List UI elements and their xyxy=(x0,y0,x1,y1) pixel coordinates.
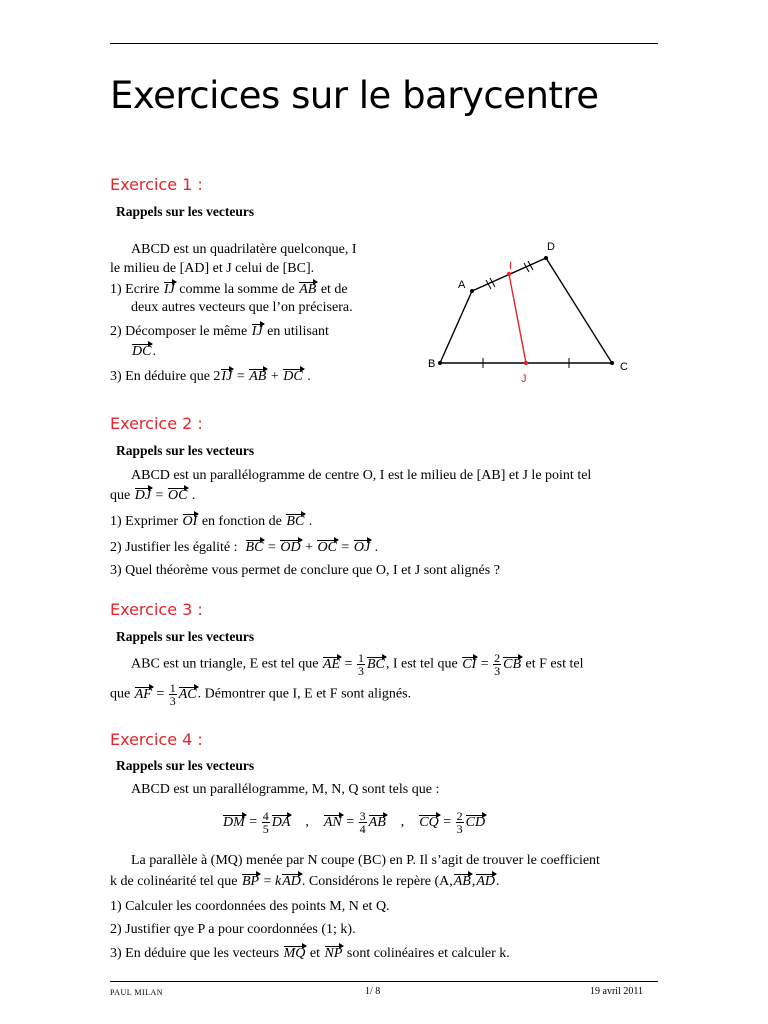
label-c: C xyxy=(620,361,628,373)
vector-ij: IJ xyxy=(251,324,263,339)
segment-ij xyxy=(509,274,526,363)
ex4-definitions: DM = $\frac{4}{5}$ DA , AN = $\frac{3}{4}$ AB , CQ = $\frac{2}{3}$ CD xyxy=(223,809,486,836)
vector-an: AN xyxy=(323,814,342,830)
ex3-l1-text-b: , I est tel que xyxy=(385,656,458,672)
ex1-q2-text-a: 2) Décomposer le même xyxy=(110,324,248,339)
vector-np: NP xyxy=(324,946,343,961)
top-rule xyxy=(110,43,658,44)
ex1-question-1 xyxy=(110,282,348,298)
ex1-intro-line2: le milieu de [AD] et J celui de [BC]. xyxy=(110,261,315,276)
ex2-question-2: 2) Justifier les égalité : BC = OD + OC = OJ . xyxy=(110,540,379,555)
vector-oi: OI xyxy=(182,514,198,529)
vector-ab: AB xyxy=(249,369,267,384)
ex3-line-1: ABC est un triangle, E est tel que AE = $\frac{1}{3}$ BC, I est tel que CI = $\frac{2}{3}$ CB et F est tel xyxy=(131,651,584,678)
ex2-q1-text-b: en fonction de xyxy=(201,514,282,529)
ex2-q2-text: 2) Justifier les égalité : xyxy=(110,540,238,555)
ex4-line-1: ABCD est un parallélogramme, M, N, Q sont tels que : xyxy=(131,782,440,797)
ex4-question-2: 2) Justifier qye P a pour coordonnées (1; k). xyxy=(110,922,356,937)
vector-dj: DJ xyxy=(134,488,152,503)
ex1-q1-text-a: 1) Ecrire xyxy=(110,282,160,297)
ex2-question-1: 1) Exprimer OI en fonction de BC . xyxy=(110,514,313,529)
vector-mq: MQ xyxy=(283,946,306,961)
quadrilateral-figure xyxy=(420,236,640,386)
vector-dm: DM xyxy=(223,814,245,830)
ex1-q2-text-b: en utilisant xyxy=(267,324,329,339)
vector-cb: CB xyxy=(503,656,522,672)
point-j xyxy=(524,361,528,365)
vector-af: AF xyxy=(134,686,152,702)
ex3-l1-text-c: et F est tel xyxy=(525,656,584,672)
vector-oc: OC xyxy=(317,540,337,555)
fraction-one-third: $\frac{1}{3}$ xyxy=(169,681,176,708)
footer-date: 19 avril 2011 xyxy=(590,986,643,997)
vector-ab: AB xyxy=(368,814,386,830)
fraction-four-fifths: $\frac{4}{5}$ xyxy=(262,809,269,836)
vector-od: OD xyxy=(280,540,301,555)
vector-ae: AE xyxy=(322,656,341,672)
fraction-two-thirds: $\frac{2}{3}$ xyxy=(456,809,463,836)
ex1-question-1-cont: deux autres vecteurs que l’on précisera. xyxy=(131,300,353,315)
vector-bc: BC xyxy=(245,540,264,555)
vector-ci: CI xyxy=(462,656,477,672)
vector-cd: CD xyxy=(465,814,486,830)
ex1-q1-text-c: et de xyxy=(320,282,348,297)
vector-oj: OJ xyxy=(353,540,371,555)
vector-ij: IJ xyxy=(221,369,233,384)
quadrilateral-abcd xyxy=(440,258,612,363)
vector-bc: BC xyxy=(366,656,385,672)
fraction-three-quarters: $\frac{3}{4}$ xyxy=(359,809,366,836)
vector-bp: BP xyxy=(242,874,260,889)
ex1-question-3: 3) En déduire que 2IJ = AB + DC . xyxy=(110,369,311,384)
footer-author: PAUL MILAN xyxy=(110,988,164,997)
vector-cq: CQ xyxy=(419,814,439,830)
label-i: I xyxy=(509,260,513,272)
vector-oc: OC xyxy=(167,488,188,503)
vector-dc: DC xyxy=(283,369,303,384)
ex3-line-2: que AF = $\frac{1}{3}$ AC. Démontrer que I, E et F sont alignés. xyxy=(110,681,412,708)
fraction-one-third: $\frac{1}{3}$ xyxy=(357,651,364,678)
ex4-q3-text-b: et xyxy=(309,946,320,961)
vector-ad: AD xyxy=(282,874,301,889)
exercise-3-heading: Exercice 3 : xyxy=(110,600,203,619)
exercise-4-subtitle: Rappels sur les vecteurs xyxy=(116,758,255,773)
ex4-q3-text-c: sont colinéaires et calculer k. xyxy=(346,946,510,961)
ex2-line-2: que DJ = OC . xyxy=(110,488,196,503)
ex1-q1-text-b: comme la somme de xyxy=(179,282,295,297)
exercise-1-subtitle: Rappels sur les vecteurs xyxy=(116,204,255,219)
point-a xyxy=(470,289,474,293)
point-b xyxy=(438,361,442,365)
ex3-l2-text-b: . Démontrer que I, E et F sont alignés. xyxy=(197,686,412,702)
ex4-q3-text-a: 3) En déduire que les vecteurs xyxy=(110,946,280,961)
label-b: B xyxy=(428,358,436,370)
ex4-question-1: 1) Calculer les coordonnées des points M, N et Q. xyxy=(110,899,390,914)
point-c xyxy=(610,361,614,365)
exercise-4-heading: Exercice 4 : xyxy=(110,730,203,749)
point-i xyxy=(507,272,511,276)
ex3-l1-text-a: ABC est un triangle, E est tel que xyxy=(131,656,319,672)
ex4-p2-text-b: . Considérons le repère (A, xyxy=(301,874,453,889)
ex1-q3-text-a: 3) En déduire que 2 xyxy=(110,369,221,384)
exercise-2-subtitle: Rappels sur les vecteurs xyxy=(116,443,255,458)
vector-dc: DC xyxy=(132,344,152,359)
ex4-paragraph-1: La parallèle à (MQ) menée par N coupe (BC) en P. Il s’agit de trouver le coefficient xyxy=(131,853,600,868)
footer-rule xyxy=(110,981,658,982)
vector-ad: AD xyxy=(476,874,496,889)
ex4-p2-text-a: k de colinéarité tel que xyxy=(110,874,238,889)
vector-ij: IJ xyxy=(163,282,175,297)
ex4-question-3 xyxy=(110,946,510,962)
ex2-q1-text-a: 1) Exprimer xyxy=(110,514,179,529)
vector-ac: AC xyxy=(178,686,197,702)
ex1-question-2 xyxy=(110,324,329,340)
ex2-question-3: 3) Quel théorème vous permet de conclure que O, I et J sont alignés ? xyxy=(110,563,500,578)
vector-ab: AB xyxy=(453,874,471,889)
ex2-l2-text: que xyxy=(110,488,131,503)
exercise-3-subtitle: Rappels sur les vecteurs xyxy=(116,629,255,644)
fraction-two-thirds: $\frac{2}{3}$ xyxy=(494,651,501,678)
ex3-l2-text-a: que xyxy=(110,686,131,702)
label-j: J xyxy=(521,373,527,385)
point-d xyxy=(544,256,548,260)
label-a: A xyxy=(458,279,466,291)
vector-da: DA xyxy=(271,814,291,830)
ex1-question-2-cont: DC. xyxy=(132,344,156,359)
ex4-paragraph-2: k de colinéarité tel que BP = kAD. Considérons le repère (A,AB,AD. xyxy=(110,874,500,889)
exercise-2-heading: Exercice 2 : xyxy=(110,414,203,433)
ex2-line-1: ABCD est un parallélogramme de centre O, I est le milieu de [AB] et J le point tel xyxy=(131,468,592,483)
exercise-1-heading: Exercice 1 : xyxy=(110,175,203,194)
vector-ab: AB xyxy=(299,282,317,297)
ex1-intro-line1: ABCD est un quadrilatère quelconque, I xyxy=(131,242,357,257)
label-d: D xyxy=(547,241,555,253)
page-title: Exercices sur le barycentre xyxy=(110,74,599,117)
footer-page-number: 1/ 8 xyxy=(365,986,381,997)
vector-bc: BC xyxy=(286,514,305,529)
